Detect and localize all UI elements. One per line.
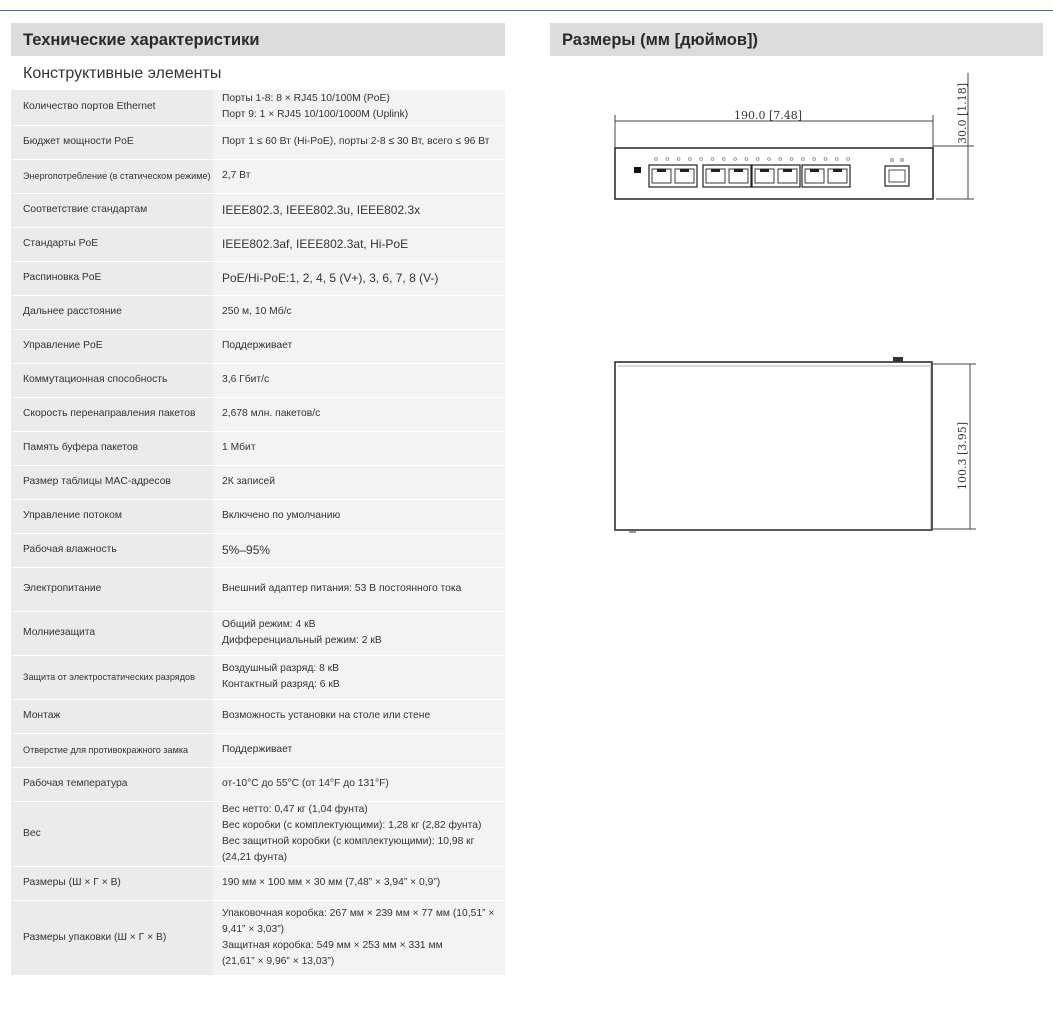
spec-value-line: Контактный разряд: 6 кВ <box>222 679 340 690</box>
led-indicator <box>666 158 669 161</box>
spec-value-line: Дифференциальный режим: 2 кВ <box>222 635 382 646</box>
spec-row <box>11 295 505 329</box>
spec-row <box>11 733 505 767</box>
spec-value-line: Защитная коробка: 549 мм × 253 мм × 331 мм <box>222 939 443 951</box>
spec-value <box>213 227 505 261</box>
spec-row <box>11 193 505 227</box>
spec-label: Управление потоком <box>11 499 213 533</box>
spec-row <box>11 465 505 499</box>
top-rule <box>0 10 1053 11</box>
spec-value-line: от-10°C до 55°C (от 14°F до 131°F) <box>222 778 389 789</box>
spec-value-line: Воздушный разряд: 8 кВ <box>222 663 340 674</box>
spec-value <box>213 329 505 363</box>
spec-header: Технические характеристики <box>11 23 505 56</box>
spec-value-line: 250 м, 10 Мб/с <box>222 306 292 317</box>
spec-label: Рабочая температура <box>11 767 213 801</box>
spec-label: Защита от электростатических разрядов <box>11 655 213 699</box>
spec-row <box>11 499 505 533</box>
spec-value <box>213 363 505 397</box>
spec-value <box>213 261 505 295</box>
section-title: Конструктивные элементы <box>23 65 222 82</box>
spec-label: Размер таблицы MAC-адресов <box>11 465 213 499</box>
spec-value-line: 2К записей <box>222 476 275 487</box>
led-indicator <box>722 158 725 161</box>
led-indicator <box>734 158 737 161</box>
spec-value-line: Порт 1 ≤ 60 Вт (Hi-PoE), порты 2-8 ≤ 30 Вт, всего ≤ 96 Вт <box>222 136 490 147</box>
spec-row <box>11 699 505 733</box>
dimensions-header: Размеры (мм [дюймов]) <box>550 23 1043 56</box>
led-indicator <box>655 158 658 161</box>
spec-label: Бюджет мощности PoE <box>11 125 213 159</box>
led-indicator <box>847 158 850 161</box>
spec-value-line: (21,61” × 9,96” × 13,03”) <box>222 955 335 967</box>
spec-row <box>11 900 505 975</box>
spec-row <box>11 533 505 567</box>
led-indicator <box>813 158 816 161</box>
spec-row <box>11 431 505 465</box>
spec-row <box>11 567 505 611</box>
spec-label: Молниезащита <box>11 611 213 655</box>
spec-value <box>213 699 505 733</box>
spec-value-line: Возможность установки на столе или стене <box>222 710 431 721</box>
width-dimension-label: 190.0 [7.48] <box>734 109 803 122</box>
spec-label: Скорость перенаправления пакетов <box>11 397 213 431</box>
spec-row <box>11 866 505 900</box>
led-indicator <box>711 158 714 161</box>
spec-label: Вес <box>11 801 213 866</box>
spec-value <box>213 431 505 465</box>
spec-label: Размеры упаковки (Ш × Г × В) <box>11 900 213 975</box>
spec-value <box>213 125 505 159</box>
led-indicator <box>768 158 771 161</box>
spec-value <box>213 767 505 801</box>
spec-value-line: (24,21 фунта) <box>222 851 288 863</box>
spec-value-line: 2,678 млн. пакетов/с <box>222 408 321 419</box>
spec-value <box>213 159 505 193</box>
switch-top-view <box>615 362 932 530</box>
spec-value <box>213 567 505 611</box>
spec-value <box>213 499 505 533</box>
spec-value-line: IEEE802.3, IEEE802.3u, IEEE802.3x <box>222 203 421 217</box>
spec-label: Рабочая влажность <box>11 533 213 567</box>
led-indicator <box>677 158 680 161</box>
spec-row <box>11 227 505 261</box>
spec-value-line: Общий режим: 4 кВ <box>222 619 316 630</box>
spec-value-line: PoE/Hi-PoE:1, 2, 4, 5 (V+), 3, 6, 7, 8 (V-) <box>222 271 439 285</box>
spec-value <box>213 397 505 431</box>
spec-value-line: 3,6 Гбит/с <box>222 374 270 385</box>
spec-label: Распиновка PoE <box>11 261 213 295</box>
spec-value-line: IEEE802.3af, IEEE802.3at, Hi-PoE <box>222 237 409 251</box>
spec-label: Соответствие стандартам <box>11 193 213 227</box>
spec-value <box>213 193 505 227</box>
spec-row <box>11 159 505 193</box>
spec-label: Коммутационная способность <box>11 363 213 397</box>
depth-dimension-label: 100.3 [3.95] <box>956 421 969 490</box>
led-indicator <box>790 158 793 161</box>
spec-value <box>213 900 505 975</box>
spec-row <box>11 611 505 655</box>
spec-label: Размеры (Ш × Г × В) <box>11 866 213 900</box>
spec-value <box>213 90 505 125</box>
height-dimension-label: 30.0 [1.18] <box>956 82 969 144</box>
spec-value-line: Вес нетто: 0,47 кг (1,04 фунта) <box>222 803 368 815</box>
spec-value-line: 190 мм × 100 мм × 30 мм (7,48” × 3,94” × 0,9”) <box>222 877 441 888</box>
led-indicator <box>700 158 703 161</box>
spec-value-line: 5%–95% <box>222 543 271 557</box>
led-indicator <box>824 158 827 161</box>
spec-value-line: Внешний адаптер питания: 53 В постоянного тока <box>222 583 462 594</box>
spec-label: Дальнее расстояние <box>11 295 213 329</box>
spec-label: Управление PoE <box>11 329 213 363</box>
spec-value <box>213 655 505 699</box>
spec-table <box>11 90 505 976</box>
spec-value <box>213 611 505 655</box>
spec-label: Отверстие для противокражного замка <box>11 733 213 767</box>
spec-value-line: Порт 9: 1 × RJ45 10/100/1000M (Uplink) <box>222 109 409 121</box>
spec-value-line: Порты 1-8: 8 × RJ45 10/100M (PoE) <box>222 93 390 105</box>
spec-label: Стандарты PoE <box>11 227 213 261</box>
spec-label: Электропитание <box>11 567 213 611</box>
spec-value-line: Включено по умолчанию <box>222 510 341 521</box>
led-indicator <box>756 158 759 161</box>
led-indicator <box>689 158 692 161</box>
spec-value <box>213 533 505 567</box>
spec-row <box>11 655 505 699</box>
spec-value <box>213 866 505 900</box>
led-indicator <box>779 158 782 161</box>
led-indicator <box>745 158 748 161</box>
led-indicator <box>835 158 838 161</box>
uplink-port <box>885 166 909 186</box>
spec-row <box>11 125 505 159</box>
spec-row <box>11 90 505 125</box>
spec-value-line: Вес защитной коробки (с комплектующими): 10,98 кг <box>222 835 475 847</box>
spec-value <box>213 733 505 767</box>
spec-label: Количество портов Ethernet <box>11 90 213 125</box>
spec-value-line: Упаковочная коробка: 267 мм × 239 мм × 77 мм (10,51” × <box>222 907 495 919</box>
spec-row <box>11 767 505 801</box>
dimension-drawing <box>604 70 984 540</box>
spec-row <box>11 363 505 397</box>
spec-row <box>11 801 505 866</box>
spec-row <box>11 261 505 295</box>
spec-row <box>11 397 505 431</box>
spec-value <box>213 295 505 329</box>
spec-value-line: 1 Мбит <box>222 442 256 453</box>
led-indicator <box>802 158 805 161</box>
spec-label: Энергопотребление (в статическом режиме) <box>11 159 213 193</box>
spec-value-line: 9,41” × 3,03”) <box>222 923 285 935</box>
spec-value <box>213 801 505 866</box>
spec-row <box>11 329 505 363</box>
spec-label: Память буфера пакетов <box>11 431 213 465</box>
spec-value <box>213 465 505 499</box>
spec-value-line: Поддерживает <box>222 744 293 755</box>
spec-panel <box>11 23 505 976</box>
spec-label: Монтаж <box>11 699 213 733</box>
spec-value-line: 2,7 Вт <box>222 170 251 181</box>
spec-value-line: Поддерживает <box>222 340 293 351</box>
dimensions-panel <box>550 23 1043 56</box>
spec-value-line: Вес коробки (с комплектующими): 1,28 кг (2,82 фунта) <box>222 819 482 831</box>
